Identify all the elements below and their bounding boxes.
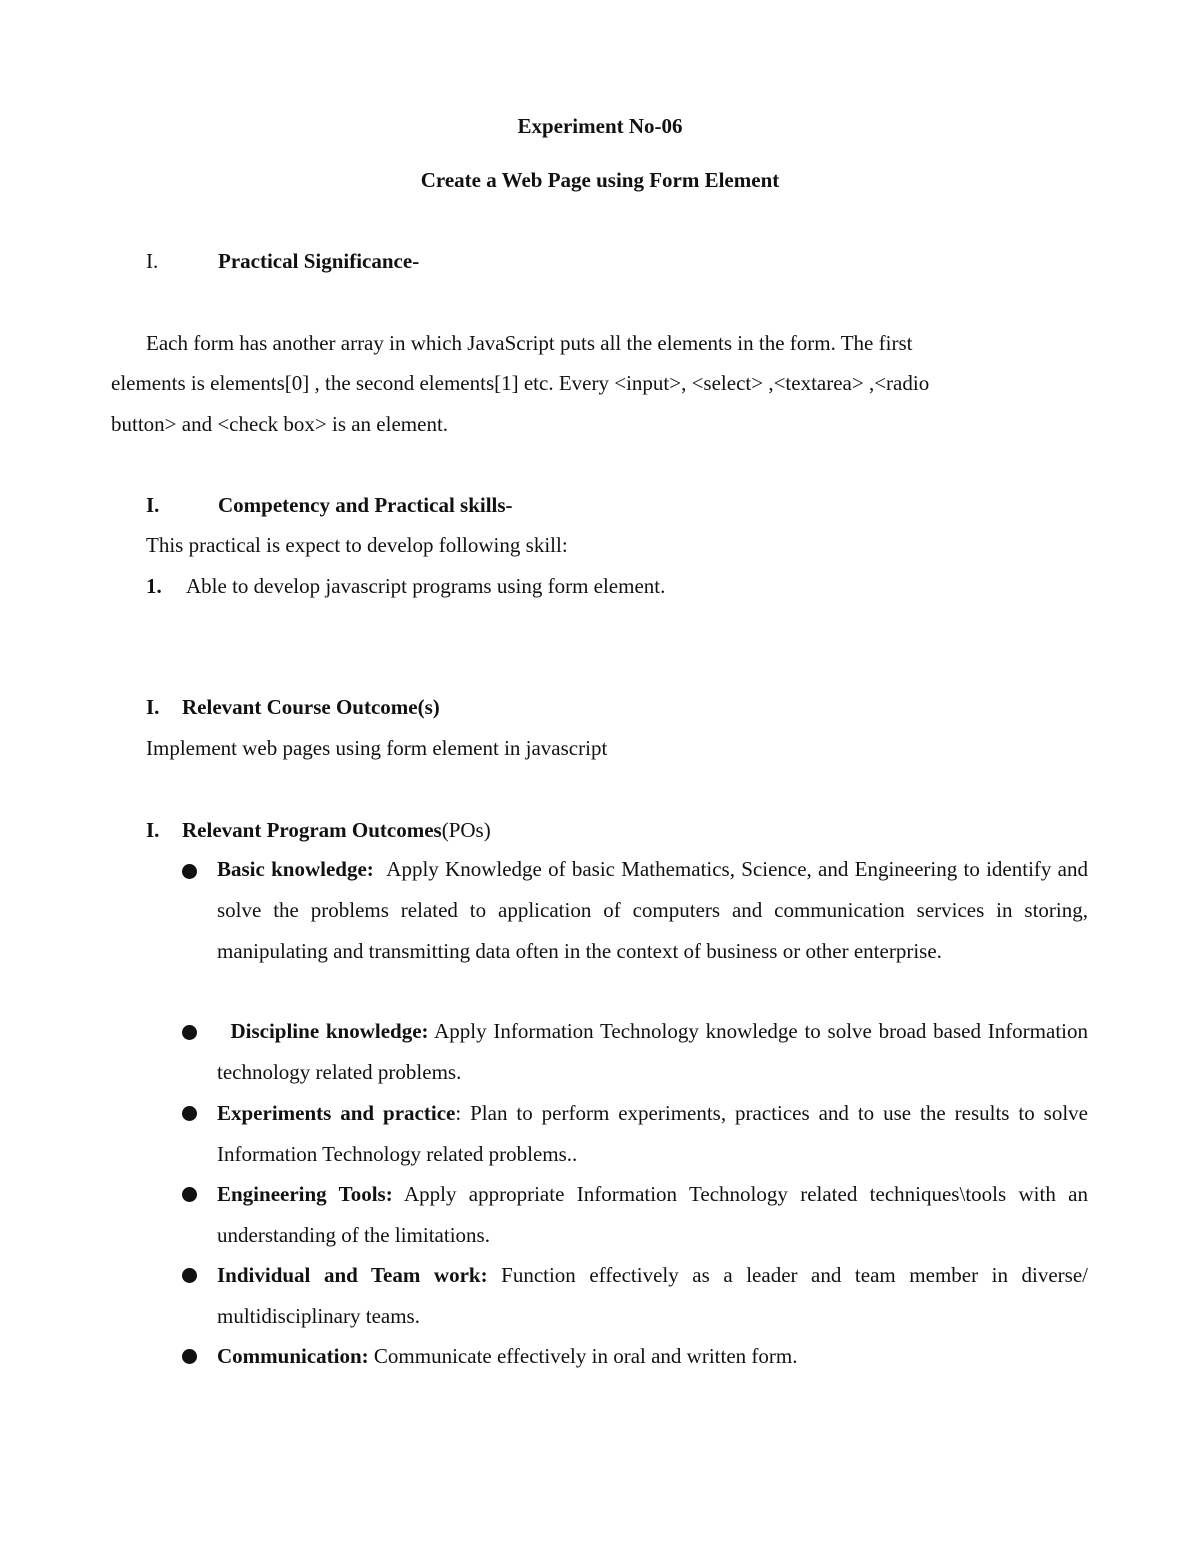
program-outcome-label: Engineering Tools:: [217, 1182, 393, 1206]
section-numeral: I.: [146, 818, 160, 842]
program-outcome-text: Function effectively as a leader and team member in diverse/ multidisciplinary teams.: [217, 1263, 1088, 1328]
program-outcome-text: Apply Information Technology knowledge to solve broad based Information technology related problems.: [217, 1019, 1089, 1084]
program-outcome-item: [217, 849, 1088, 971]
program-outcome-label: Experiments and practice: [217, 1101, 456, 1125]
bullet-icon: [182, 1187, 197, 1202]
program-outcome-item: [217, 1011, 1088, 1093]
section-numeral: I.: [146, 249, 159, 273]
program-outcome-item: [217, 1255, 1088, 1337]
program-outcome-item: [217, 1093, 1088, 1175]
program-outcome-label: Individual and Team work:: [217, 1263, 488, 1287]
list-item: [146, 573, 665, 599]
bullet-icon: [182, 1106, 197, 1121]
section-numeral: I.: [146, 493, 160, 517]
section-course-outcome-heading: [146, 694, 440, 720]
program-outcome-label: Basic knowledge:: [217, 857, 374, 881]
program-outcome-item: [217, 1174, 1088, 1256]
program-outcome-label: Communication:: [217, 1344, 369, 1368]
program-outcome-text: Apply Knowledge of basic Mathematics, Science, and Engineering to identify and solve the problems related to application of computers and communication services in storing, manipulating and transmitting data often in the context of business or other enterprise.: [217, 857, 1088, 963]
program-outcome-text: Communicate effectively in oral and written form.: [373, 1344, 798, 1368]
program-outcome-label: Discipline knowledge:: [230, 1019, 429, 1043]
section-program-outcomes-heading: [146, 817, 491, 843]
bullet-icon: [182, 1349, 197, 1364]
section-heading-suffix: (POs): [441, 818, 491, 842]
paragraph-line: elements is elements[0] , the second elements[1] etc. Every <input>, <select> ,<textarea> ,<radio: [111, 371, 930, 395]
section-practical-significance-heading: [146, 248, 419, 274]
experiment-subtitle: Create a Web Page using Form Element: [420, 168, 780, 192]
program-outcome-text: : Plan to perform experiments, practices and to use the results to solve Information Technology related problems..: [217, 1101, 1088, 1166]
section-heading: Competency and Practical skills-: [218, 493, 513, 517]
list-item-number: 1.: [146, 574, 162, 598]
paragraph-line: button> and <check box> is an element.: [111, 412, 449, 436]
program-outcome-item: [217, 1336, 1088, 1377]
program-outcome-text: Apply appropriate Information Technology related techniques\tools with an understanding of the limitations.: [217, 1182, 1089, 1247]
skills-intro: This practical is expect to develop following skill:: [146, 533, 568, 557]
course-outcome-text: Implement web pages using form element in javascript: [146, 736, 608, 760]
section-competency-heading: [146, 492, 513, 518]
section-heading: Relevant Program Outcomes: [182, 818, 442, 842]
bullet-icon: [182, 1025, 197, 1040]
section-numeral: I.: [146, 695, 160, 719]
experiment-title: Experiment No-06: [517, 114, 683, 138]
bullet-icon: [182, 864, 197, 879]
section-heading: Practical Significance-: [218, 249, 420, 273]
paragraph-line: Each form has another array in which JavaScript puts all the elements in the form. The first: [146, 331, 913, 355]
section-heading: Relevant Course Outcome(s): [182, 695, 440, 719]
bullet-icon: [182, 1268, 197, 1283]
list-item-text: Able to develop javascript programs using form element.: [186, 574, 666, 598]
